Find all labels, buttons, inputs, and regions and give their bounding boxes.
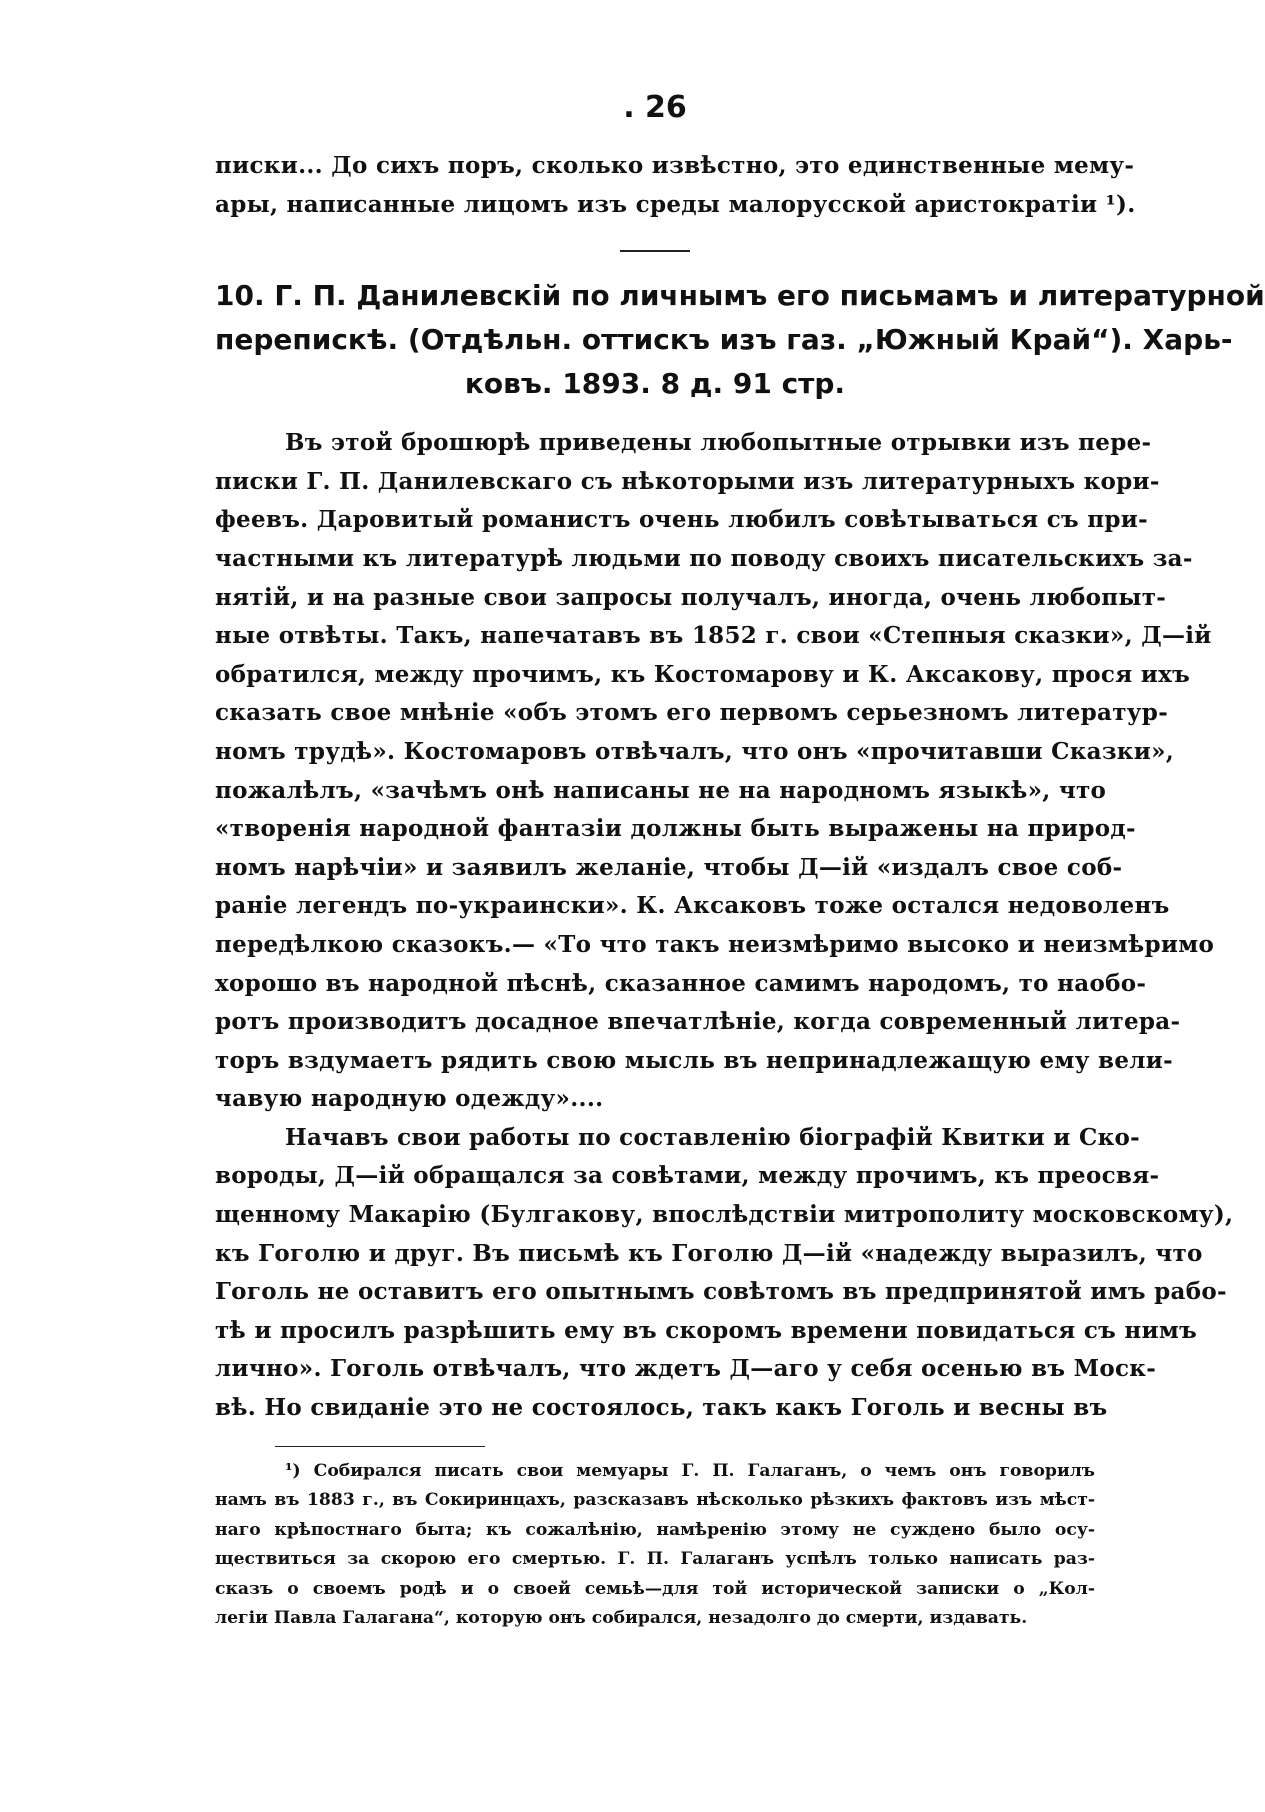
- footnote-line: сказъ о своемъ родѣ и о своей семьѣ—для той исторической записки о „Кол-: [215, 1578, 1095, 1599]
- text-line: Гоголь не оставитъ его опытнымъ совѣтомъ въ предпринятой имъ рабо-: [215, 1278, 1227, 1306]
- text-line: къ Гоголю и друг. Въ письмѣ къ Гоголю Д—ій «надежду выразилъ, что: [215, 1239, 1203, 1267]
- footnote-divider: [275, 1446, 485, 1447]
- text-line: частными къ литературѣ людьми по поводу своихъ писательскихъ за-: [215, 544, 1193, 572]
- footnote-line: легіи Павла Галагана“, которую онъ собирался, незадолго до смерти, издавать.: [215, 1608, 1028, 1629]
- section-heading: [215, 274, 1265, 406]
- text-line: Въ этой брошюрѣ приведены любопытные отрывки изъ пере-: [285, 429, 1152, 457]
- footnote-line: ¹) Собирался писать свои мемуары Г. П. Галаганъ, о чемъ онъ говорилъ: [285, 1460, 1095, 1481]
- text-line: Начавъ свои работы по составленію біографій Квитки и Ско-: [285, 1123, 1140, 1151]
- text-line: сказать свое мнѣніе «объ этомъ его первомъ серьезномъ литератур-: [215, 699, 1169, 727]
- heading-line: 10. Г. П. Данилевскій по личнымъ его письмамъ и литературной: [215, 279, 1265, 313]
- text-line: феевъ. Даровитый романистъ очень любилъ совѣтываться съ при-: [215, 506, 1149, 534]
- text-line: писки... До сихъ поръ, сколько извѣстно, это единственные мему-: [215, 152, 1135, 179]
- text-line: номъ нарѣчіи» и заявилъ желаніе, чтобы Д—ій «издалъ свое соб-: [215, 853, 1123, 881]
- section-divider: [620, 250, 690, 252]
- text-line: писки Г. П. Данилевскаго съ нѣкоторыми изъ литературныхъ кори-: [215, 467, 1160, 495]
- text-line: нятій, и на разные свои запросы получалъ, иногда, очень любопыт-: [215, 583, 1167, 611]
- paragraph-1: [215, 424, 1215, 1119]
- text-line: ротъ производитъ досадное впечатлѣніе, когда современный литера-: [215, 1008, 1181, 1036]
- text-line: чавую народную одежду»....: [215, 1085, 604, 1113]
- text-line: щенному Макарію (Булгакову, впослѣдствіи митрополиту московскому),: [215, 1201, 1234, 1229]
- text-line: «творенія народной фантазіи должны быть выражены на природ-: [215, 815, 1136, 843]
- text-line: тѣ и просилъ разрѣшить ему въ скоромъ времени повидаться съ нимъ: [215, 1316, 1198, 1344]
- heading-line: ковъ. 1893. 8 д. 91 стр.: [464, 367, 846, 401]
- book-page: [215, 90, 1265, 1634]
- text-line: раніе легендъ по-украински». К. Аксаковъ тоже остался недоволенъ: [215, 892, 1170, 920]
- text-line: торъ вздумаетъ рядить свою мысль въ непринадлежащую ему вели-: [215, 1046, 1173, 1074]
- text-line: вѣ. Но свиданіе это не состоялось, такъ какъ Гоголь и весны въ: [215, 1394, 1108, 1422]
- text-line: вороды, Д—ій обращался за совѣтами, между прочимъ, къ преосвя-: [215, 1162, 1160, 1190]
- footnote-line: намъ въ 1883 г., въ Сокиринцахъ, разсказавъ нѣсколько рѣзкихъ фактовъ изъ мѣст-: [215, 1490, 1095, 1511]
- text-line: лично». Гоголь отвѣчалъ, что ждетъ Д—аго у себя осенью въ Моск-: [215, 1355, 1157, 1383]
- text-line: обратился, между прочимъ, къ Костомарову и К. Аксакову, прося ихъ: [215, 660, 1191, 688]
- text-line: передѣлкою сказокъ.— «То что такъ неизмѣримо высоко и неизмѣримо: [215, 930, 1215, 958]
- page-number: . 26: [623, 90, 687, 125]
- text-line: хорошо въ народной пѣснѣ, сказанное самимъ народомъ, то наобо-: [215, 969, 1147, 997]
- paragraph-2: [215, 1119, 1234, 1428]
- carryover-text: [215, 147, 1136, 224]
- footnote-line: ществиться за скорою его смертью. Г. П. Галаганъ успѣлъ только написать раз-: [215, 1549, 1095, 1570]
- heading-line: перепискѣ. (Отдѣльн. оттискъ изъ газ. „Южный Край“). Харь-: [215, 323, 1233, 357]
- footnote-line: наго крѣпостнаго быта; къ сожалѣнію, намѣренію этому не суждено было осу-: [215, 1519, 1095, 1540]
- text-line: ные отвѣты. Такъ, напечатавъ въ 1852 г. свои «Степныя сказки», Д—ій: [215, 622, 1212, 650]
- text-line: ары, написанные лицомъ изъ среды малорусской аристократіи ¹).: [215, 190, 1136, 218]
- text-line: номъ трудѣ». Костомаровъ отвѣчалъ, что онъ «прочитавши Сказки»,: [215, 737, 1175, 765]
- footnote: [215, 1457, 1095, 1634]
- text-line: пожалѣлъ, «зачѣмъ онѣ написаны не на народномъ языкѣ», что: [215, 776, 1107, 804]
